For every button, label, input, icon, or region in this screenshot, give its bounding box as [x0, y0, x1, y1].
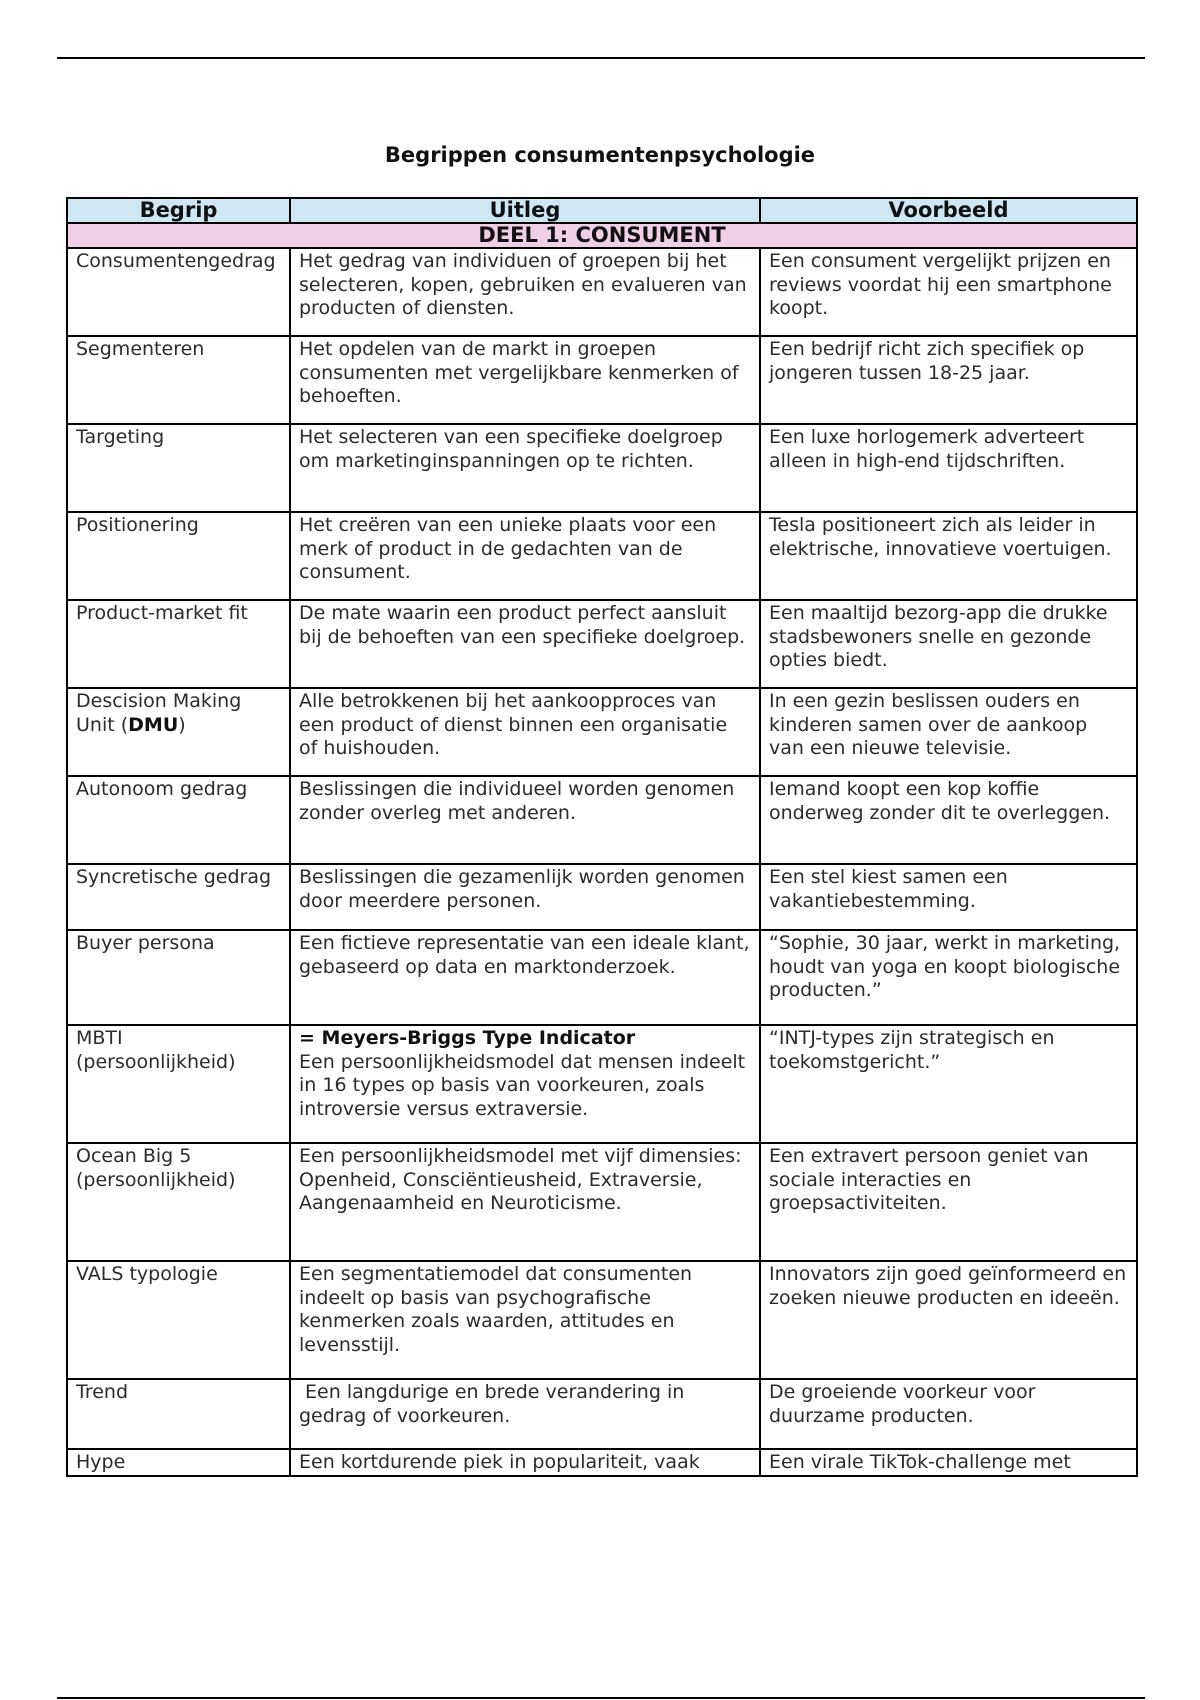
terms-table	[66, 197, 1138, 1477]
table-row	[67, 864, 1137, 930]
cell-begrip: Product-market fit	[67, 600, 290, 688]
cell-begrip: Hype	[67, 1449, 290, 1476]
begrip-text: Descision Making Unit (	[76, 690, 242, 736]
cell-voorbeeld: In een gezin beslissen ouders en kinderen samen over de aankoop van een nieuwe televisie.	[760, 688, 1137, 776]
header-uitleg: Uitleg	[290, 198, 760, 223]
section-row	[67, 223, 1137, 248]
table-row	[67, 248, 1137, 336]
footer-rule	[57, 1697, 1145, 1699]
cell-voorbeeld: Een luxe horlogemerk adverteert alleen in high-end tijdschriften.	[760, 424, 1137, 512]
cell-voorbeeld: Een virale TikTok-challenge met	[760, 1449, 1137, 1476]
cell-uitleg: Een langdurige en brede verandering in gedrag of voorkeuren.	[290, 1379, 760, 1449]
cell-voorbeeld: Iemand koopt een kop koffie onderweg zonder dit te overleggen.	[760, 776, 1137, 864]
table-row	[67, 1449, 1137, 1476]
cell-voorbeeld: Een maaltijd bezorg-app die drukke stadsbewoners snelle en gezonde opties biedt.	[760, 600, 1137, 688]
cell-voorbeeld: Een extravert persoon geniet van sociale interacties en groepsactiviteiten.	[760, 1143, 1137, 1261]
cell-uitleg: Beslissingen die individueel worden genomen zonder overleg met anderen.	[290, 776, 760, 864]
table-row	[67, 600, 1137, 688]
cell-uitleg: Het opdelen van de markt in groepen consumenten met vergelijkbare kenmerken of behoeften.	[290, 336, 760, 424]
header-voorbeeld: Voorbeeld	[760, 198, 1137, 223]
cell-uitleg: Het creëren van een unieke plaats voor een merk of product in de gedachten van de consument.	[290, 512, 760, 600]
cell-begrip: MBTI (persoonlijkheid)	[67, 1025, 290, 1143]
table-row	[67, 336, 1137, 424]
cell-voorbeeld: Een stel kiest samen een vakantiebestemming.	[760, 864, 1137, 930]
cell-begrip: Positionering	[67, 512, 290, 600]
cell-uitleg: Een kortdurende piek in populariteit, vaak	[290, 1449, 760, 1476]
table-row	[67, 930, 1137, 1025]
cell-uitleg: Het gedrag van individuen of groepen bij het selecteren, kopen, gebruiken en evalueren van producten of diensten.	[290, 248, 760, 336]
cell-begrip: Buyer persona	[67, 930, 290, 1025]
table-header-row	[67, 198, 1137, 223]
table-row	[67, 776, 1137, 864]
begrip-text-end: )	[178, 713, 186, 736]
cell-begrip: Targeting	[67, 424, 290, 512]
cell-begrip: Trend	[67, 1379, 290, 1449]
cell-uitleg: Beslissingen die gezamenlijk worden genomen door meerdere personen.	[290, 864, 760, 930]
table-row	[67, 1379, 1137, 1449]
cell-begrip	[67, 688, 290, 776]
cell-begrip: Consumentengedrag	[67, 248, 290, 336]
cell-uitleg: Een persoonlijkheidsmodel met vijf dimensies: Openheid, Consciëntieusheid, Extraversie, Aangenaamheid en Neuroticisme.	[290, 1143, 760, 1261]
cell-voorbeeld: De groeiende voorkeur voor duurzame producten.	[760, 1379, 1137, 1449]
cell-begrip: Autonoom gedrag	[67, 776, 290, 864]
cell-voorbeeld: Innovators zijn goed geïnformeerd en zoeken nieuwe producten en ideeën.	[760, 1261, 1137, 1379]
section-label: DEEL 1: CONSUMENT	[67, 223, 1137, 248]
uitleg-text: Een persoonlijkheidsmodel dat mensen indeelt in 16 types op basis van voorkeuren, zoals introversie versus extraversie.	[299, 1050, 746, 1120]
cell-voorbeeld: “Sophie, 30 jaar, werkt in marketing, houdt van yoga en koopt biologische producten.”	[760, 930, 1137, 1025]
cell-begrip: VALS typologie	[67, 1261, 290, 1379]
header-rule	[57, 57, 1145, 59]
cell-voorbeeld: Tesla positioneert zich als leider in elektrische, innovatieve voertuigen.	[760, 512, 1137, 600]
cell-uitleg	[290, 1025, 760, 1143]
table-row	[67, 1261, 1137, 1379]
cell-begrip: Syncretische gedrag	[67, 864, 290, 930]
cell-voorbeeld: Een bedrijf richt zich specifiek op jongeren tussen 18-25 jaar.	[760, 336, 1137, 424]
cell-uitleg: Een fictieve representatie van een ideale klant, gebaseerd op data en marktonderzoek.	[290, 930, 760, 1025]
page-title: Begrippen consumentenpsychologie	[384, 143, 816, 167]
cell-uitleg: Het selecteren van een specifieke doelgroep om marketinginspanningen op te richten.	[290, 424, 760, 512]
cell-uitleg: Een segmentatiemodel dat consumenten indeelt op basis van psychografische kenmerken zoals waarden, attitudes en levensstijl.	[290, 1261, 760, 1379]
cell-uitleg: Alle betrokkenen bij het aankoopproces van een product of dienst binnen een organisatie of huishouden.	[290, 688, 760, 776]
cell-voorbeeld: “INTJ-types zijn strategisch en toekomstgericht.”	[760, 1025, 1137, 1143]
table-row	[67, 424, 1137, 512]
table-row	[67, 512, 1137, 600]
uitleg-heading: = Meyers-Briggs Type Indicator	[299, 1027, 636, 1049]
header-begrip: Begrip	[67, 198, 290, 223]
table-row	[67, 688, 1137, 776]
cell-uitleg: De mate waarin een product perfect aansluit bij de behoeften van een specifieke doelgroep.	[290, 600, 760, 688]
table-row	[67, 1143, 1137, 1261]
begrip-abbreviation: DMU	[128, 713, 179, 736]
table-row	[67, 1025, 1137, 1143]
cell-begrip: Segmenteren	[67, 336, 290, 424]
cell-voorbeeld: Een consument vergelijkt prijzen en reviews voordat hij een smartphone koopt.	[760, 248, 1137, 336]
cell-begrip: Ocean Big 5 (persoonlijkheid)	[67, 1143, 290, 1261]
